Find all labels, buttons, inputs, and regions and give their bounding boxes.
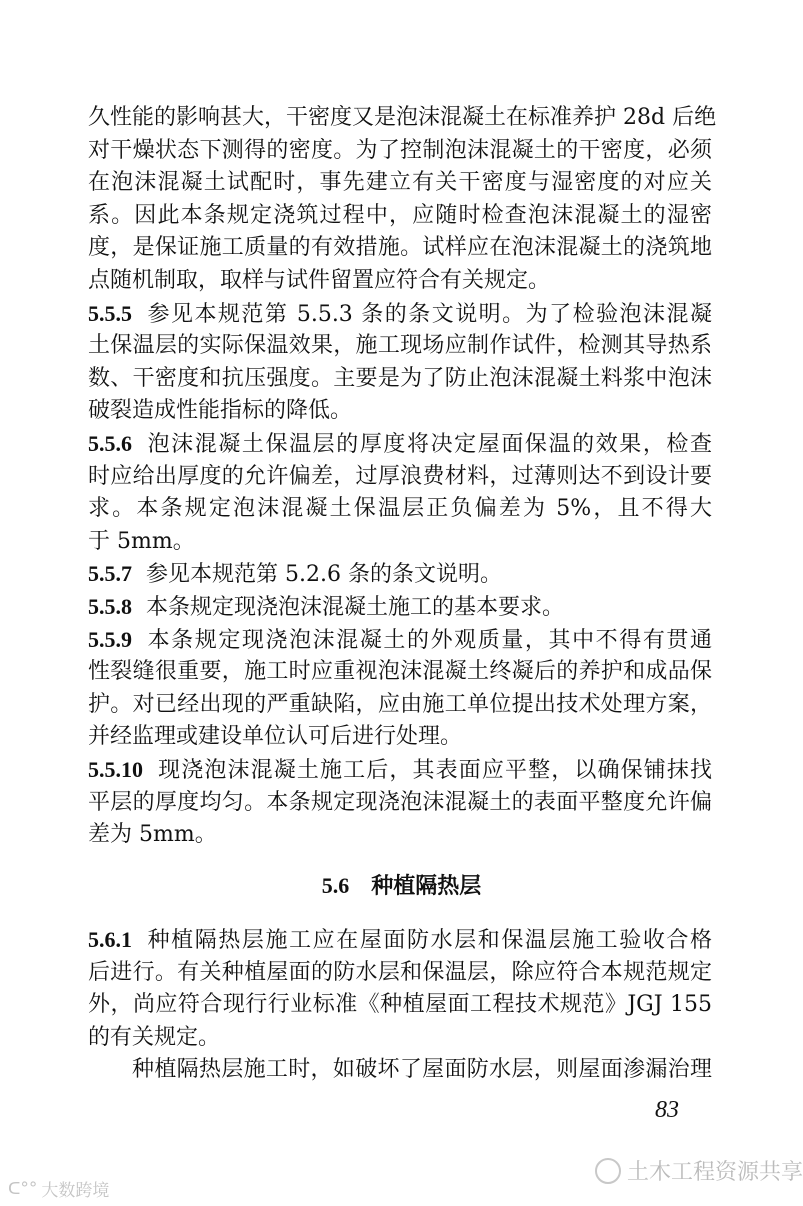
clause-number: 5.6.1 [88,927,132,952]
line-text: 参见本规范第 5.2.6 条的条文说明。 [146,562,502,588]
line-text: 护。对已经出现的严重缺陷，应由施工单位提出技术处理方案， [88,691,712,717]
line-text: 泡沫混凝土保温层的厚度将决定屋面保温的效果，检查 [146,432,712,457]
text-line [88,395,712,427]
text-line [88,493,712,525]
text-line [88,689,712,721]
line-text: 度，是保证施工质量的有效措施。试样应在泡沫混凝土的浇筑地 [88,235,712,261]
watermark-right [595,1155,803,1186]
clause-line [88,428,712,460]
clause-number: 5.5.9 [88,626,132,652]
clause-number: 5.5.8 [88,594,132,619]
text-line [88,461,712,493]
text-line [88,957,712,989]
clause-number: 5.5.6 [88,431,132,456]
line-text: 于 5mm。 [88,528,195,554]
line-text: 土保温层的实际保温效果，施工现场应制作试件，检测其导热系 [88,333,712,359]
watermark-right-text: 土木工程资源共享 [627,1160,803,1185]
line-text: 点随机制取，取样与试件留置应符合有关规定。 [88,268,551,293]
watermark-left [8,1176,109,1201]
clause-line [88,924,712,956]
logo-icon: ᑕ°° [8,1178,38,1199]
text-line [88,656,712,688]
clause-line [88,298,712,330]
section-title: 种植隔热层 [371,873,482,899]
line-text: 种植隔热层施工时，如破坏了屋面防水层，则屋面渗漏治理 [132,1057,712,1083]
line-text: 平层的厚度均匀。本条规定现浇泡沫混凝土的表面平整度允许偏 [88,789,712,815]
text-line [88,200,712,232]
wechat-icon [595,1158,621,1184]
line-text: 系。因此本条规定浇筑过程中，应随时检查泡沫混凝土的湿密 [88,202,712,228]
line-text: 本条规定现浇泡沫混凝土的外观质量，其中不得有贯通 [146,627,712,653]
clause-number: 5.5.10 [88,757,143,782]
line-text: 求。本条规定泡沫混凝土保温层正负偏差为 5%，且不得大 [88,496,712,522]
line-text: 种植隔热层施工应在屋面防水层和保温层施工验收合格 [146,928,712,953]
text-line [88,265,712,297]
line-text: 性裂缝很重要，施工时应重视泡沫混凝土终凝后的养护和成品保 [88,659,712,685]
line-text: 并经监理或建设单位认可后进行处理。 [88,724,463,750]
line-text: 差为 5mm。 [88,822,217,848]
text-line [88,989,712,1021]
text-line [88,330,712,362]
text-line [88,232,712,264]
line-text: 后进行。有关种植屋面的防水层和保温层，除应符合本规范规定 [88,959,712,985]
line-text: 参见本规范第 5.5.3 条的条文说明。为了检验泡沫混凝 [146,301,712,327]
line-text: 现浇泡沫混凝土施工后，其表面应平整，以确保铺抹找 [157,758,712,783]
line-text: 数、干密度和抗压强度。主要是为了防止泡沫混凝土料浆中泡沫 [88,365,712,391]
clause-number: 5.5.5 [88,300,132,326]
text-line [88,135,712,167]
text-line [88,787,712,819]
section-heading [0,869,803,900]
line-text: 时应给出厚度的允许偏差，过厚浪费材料，过薄则达不到设计要 [88,463,712,489]
line-text: 在泡沫混凝土试配时，事先建立有关干密度与湿密度的对应关 [88,170,712,196]
text-line [88,819,712,851]
line-text: 本条规定现浇泡沫混凝土施工的基本要求。 [146,595,565,620]
clause-line [88,591,712,623]
line-text: 外，尚应符合现行行业标准《种植屋面工程技术规范》JGJ 155 [88,992,712,1018]
line-text: 对干燥状态下测得的密度。为了控制泡沫混凝土的干密度，必须 [88,137,712,163]
text-line [88,526,712,558]
line-text: 久性能的影响甚大，干密度又是泡沫混凝土在标准养护 28d 后绝 [88,105,717,130]
line-text: 破裂造成性能指标的降低。 [88,398,353,424]
watermark-left-text: 大数跨境 [41,1181,110,1201]
clause-line [88,754,712,786]
clause-line [88,624,712,656]
text-line [88,102,717,134]
clause-line [88,558,712,590]
clause-number: 5.5.7 [88,561,132,587]
text-line [88,363,712,395]
text-line [88,721,712,753]
text-line [88,1054,712,1086]
page-number: 83 [655,1097,679,1123]
text-line [88,167,712,199]
section-number: 5.6 [321,873,350,898]
line-text: 的有关规定。 [88,1024,221,1050]
text-line [88,1022,712,1054]
